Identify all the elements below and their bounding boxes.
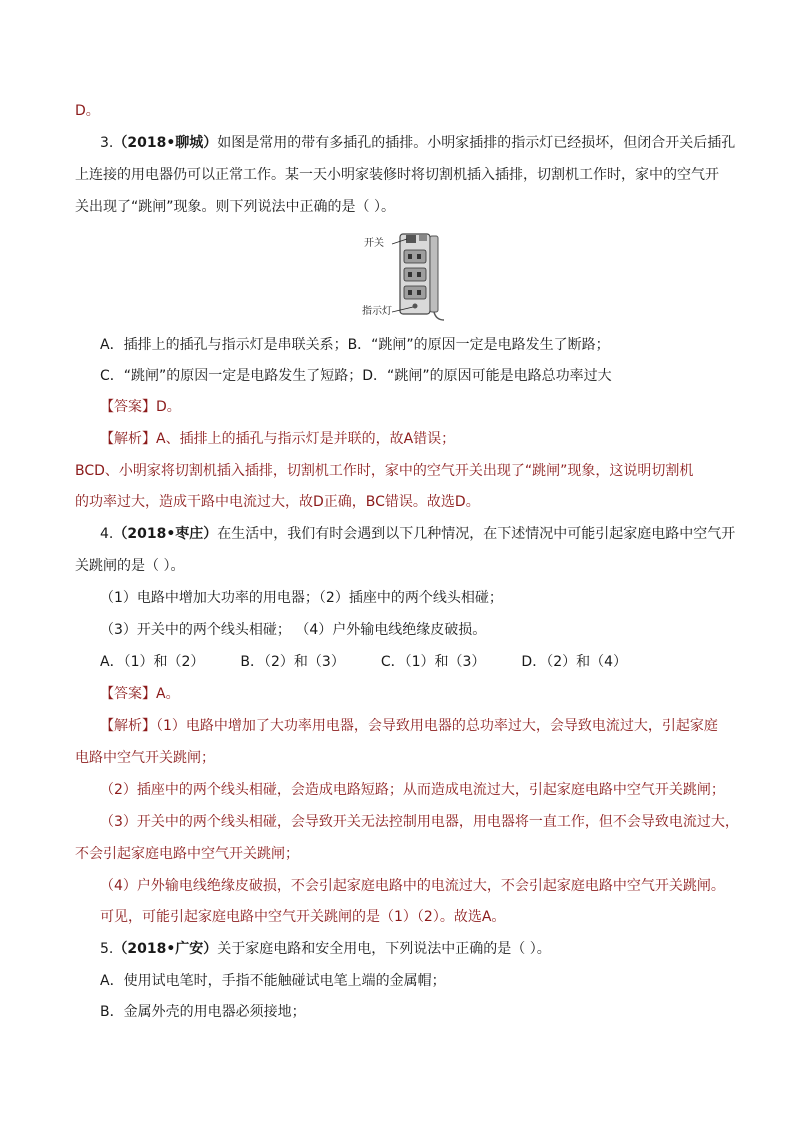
previous-answer-tail: D。 <box>75 103 100 119</box>
q3-number: 3. <box>100 135 114 151</box>
figure-label-indicator-light: 指示灯 <box>362 306 392 317</box>
q4-answer-label: 【答案】 <box>100 686 156 702</box>
q3-stem-text: 如图是常用的带有多插孔的插排。小明家插排的指示灯已经损坏，但闭合开关后插孔 <box>217 135 736 151</box>
q5-option-b: B．金属外壳的用电器必须接地； <box>100 1004 306 1020</box>
q3-options-line2: C．“跳闸”的原因一定是电路发生了短路；D．“跳闸”的原因可能是电路总功率过大 <box>100 368 612 384</box>
q4-answer <box>100 684 180 704</box>
q4-analysis-line3: （2）插座中的两个线头相碰，会造成电路短路；从而造成电流过大，引起家庭电路中空气开关跳闸； <box>100 782 725 798</box>
q4-case-line1: （1）电路中增加大功率的用电器；（2）插座中的两个线头相碰； <box>100 590 503 606</box>
q3-stem-line1 <box>100 133 735 153</box>
q3-analysis-line3: 的功率过大，造成干路中电流过大，故D正确，BC错误。故选D。 <box>75 494 480 510</box>
q4-analysis-line4: （3）开关中的两个线头相碰，会导致开关无法控制用电器，用电器将一直工作，但不会导致电流过大， <box>100 814 739 830</box>
q3-answer-label: 【答案】 <box>100 399 156 415</box>
q4-option-c: C．（1）和（3） <box>380 654 486 670</box>
q4-option-b: B．（2）和（3） <box>240 654 345 670</box>
q3-options-line1: A．插排上的插孔与指示灯是串联关系；B．“跳闸”的原因一定是电路发生了断路； <box>100 337 610 353</box>
q4-options <box>100 652 627 672</box>
q5-stem-line1 <box>100 939 551 959</box>
q5-option-a: A．使用试电笔时，手指不能触碰试电笔上端的金属帽； <box>100 973 446 989</box>
q3-answer-value: D。 <box>156 399 181 415</box>
figure-label-switch: 开关 <box>364 238 384 249</box>
q3-analysis-text: A、插排上的插孔与指示灯是并联的，故A错误； <box>156 431 456 447</box>
q4-answer-value: A。 <box>156 686 180 702</box>
q4-analysis-line2: 电路中空气开关跳闸； <box>75 750 215 766</box>
q3-stem-line3: 关出现了“跳闸”现象。则下列说法中正确的是（ ）。 <box>75 199 395 215</box>
q4-analysis-line7: 可见，可能引起家庭电路中空气开关跳闸的是（1）（2）。故选A。 <box>100 909 506 925</box>
q3-answer <box>100 397 181 417</box>
q4-analysis-line6: （4）户外输电线绝缘皮破损，不会引起家庭电路中的电流过大，不会引起家庭电路中空气开关跳闸。 <box>100 878 725 894</box>
q3-analysis-label: 【解析】 <box>100 431 156 447</box>
q4-option-a: A．（1）和（2） <box>100 654 205 670</box>
q4-stem-text: 在生活中，我们有时会遇到以下几种情况，在下述情况中可能引起家庭电路中空气开 <box>217 526 736 542</box>
q4-analysis-line5: 不会引起家庭电路中空气开关跳闸； <box>75 846 299 862</box>
q4-stem-line2: 关跳闸的是（ ）。 <box>75 558 185 574</box>
q3-stem-line2: 上连接的用电器仍可以正常工作。某一天小明家装修时将切割机插入插排，切割机工作时，家中的空气开 <box>75 167 719 183</box>
q5-stem-text: 关于家庭电路和安全用电，下列说法中正确的是（ ）。 <box>217 941 551 957</box>
q4-analysis-text: （1）电路中增加了大功率用电器，会导致用电器的总功率过大，会导致电流过大，引起家庭 <box>156 718 718 734</box>
q3-source: （2018•聊城） <box>113 135 218 151</box>
q5-number: 5. <box>100 941 114 957</box>
q4-source: （2018•枣庄） <box>113 526 218 542</box>
q3-analysis-line1 <box>100 429 455 449</box>
q5-source: （2018•广安） <box>113 941 218 957</box>
q4-number: 4. <box>100 526 114 542</box>
q3-analysis-line2: BCD、小明家将切割机插入插排，切割机工作时，家中的空气开关出现了“跳闸”现象，这说明切割机 <box>75 463 694 479</box>
q4-stem-line1 <box>100 524 735 544</box>
power-strip-figure <box>364 224 464 324</box>
q4-analysis-line1 <box>100 716 718 736</box>
q4-analysis-label: 【解析】 <box>100 718 156 734</box>
q4-option-d: D．（2）和（4） <box>521 654 628 670</box>
q4-case-line2: （3）开关中的两个线头相碰； （4）户外输电线绝缘皮破损。 <box>100 622 487 638</box>
